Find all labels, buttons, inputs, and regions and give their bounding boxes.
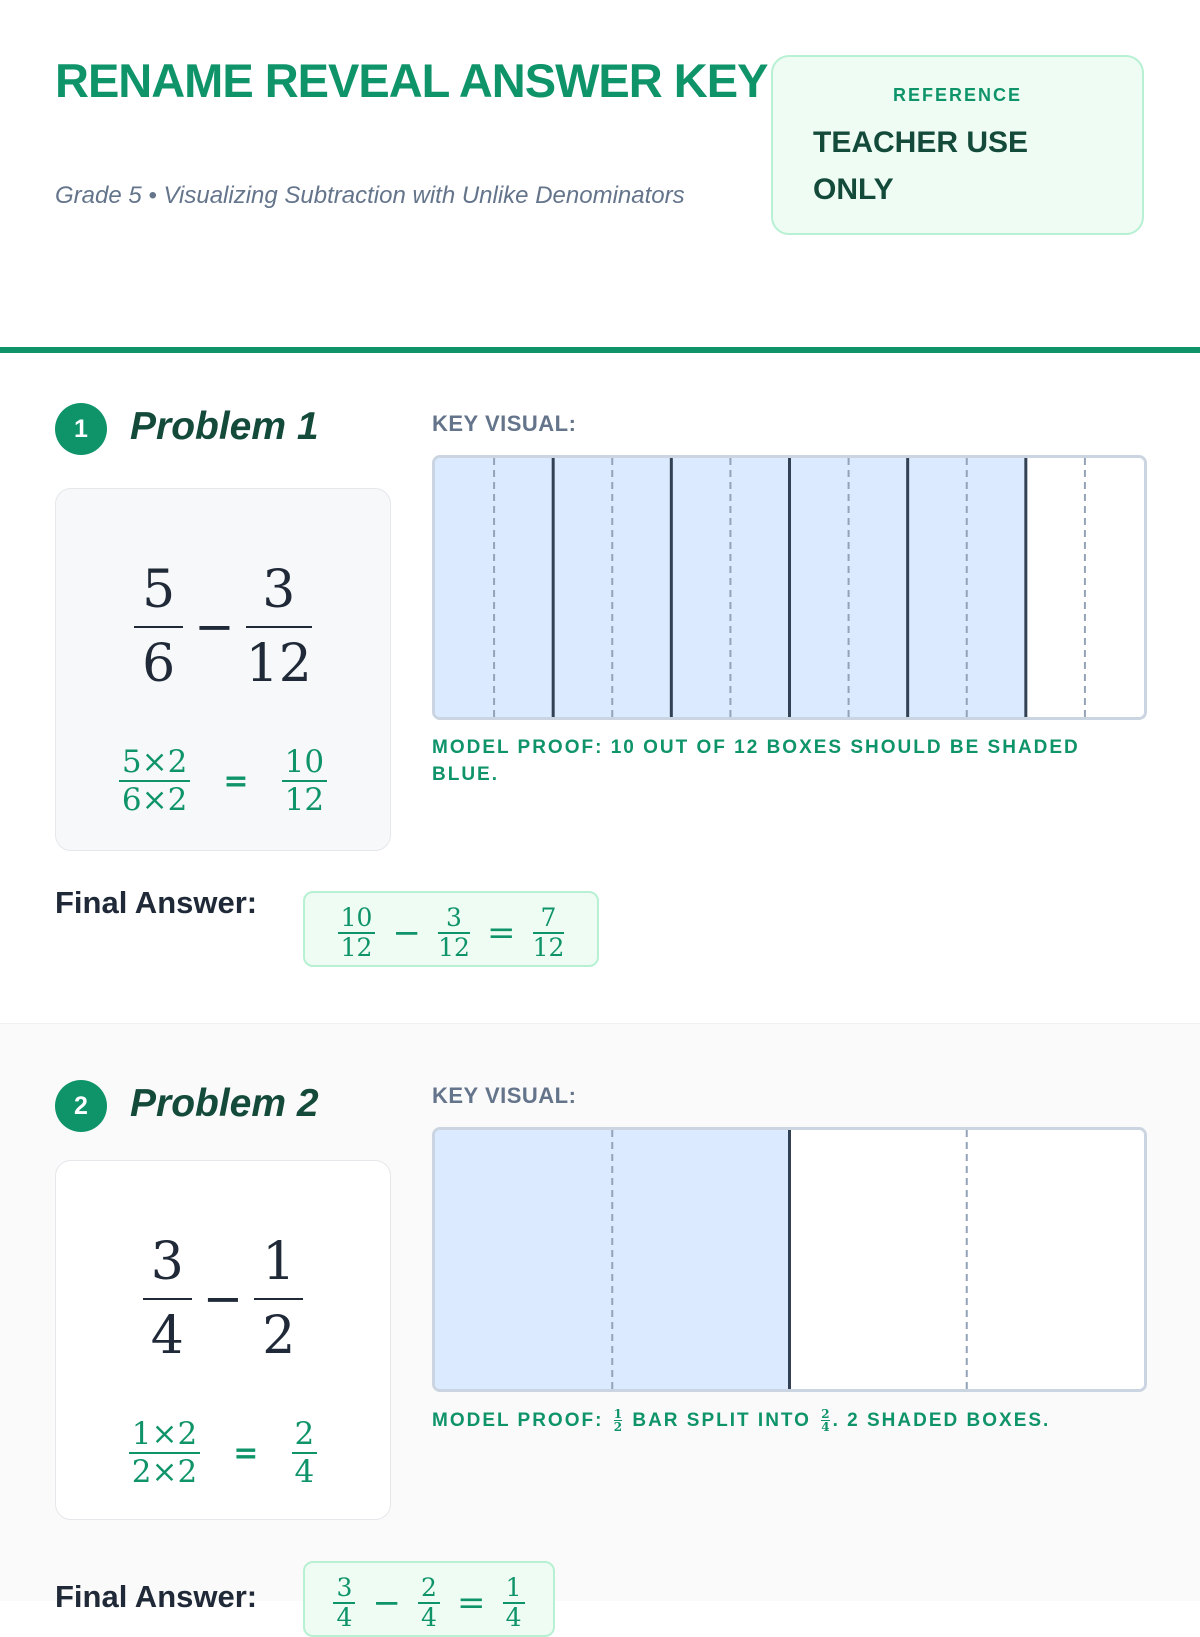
page-header (0, 0, 1200, 350)
final-answer-label: Final Answer: (55, 885, 258, 920)
problem-2-section (0, 1023, 1200, 1632)
equals-sign: = (457, 1583, 486, 1623)
unshaded-box (1085, 458, 1144, 717)
fraction-a: $\frac{5}{6}$ (134, 554, 183, 700)
key-visual-label: KEY VISUAL: (432, 411, 577, 436)
proof-fraction-two-fourths: $\frac{2}{4}$ (821, 1407, 830, 1435)
fraction-b: $\frac{1}{2}$ (254, 1226, 303, 1372)
model-proof-text: MODEL PROOF: 10 OUT OF 12 BOXES SHOULD BE SHADED BLUE. (432, 737, 1080, 785)
shaded-box (435, 458, 495, 717)
final-fraction-2: $\frac{3}{12}$ (438, 903, 470, 962)
fraction-b: $\frac{3}{12}$ (246, 554, 312, 700)
shaded-box (612, 1130, 790, 1389)
problem-title: Problem 2 (130, 1082, 319, 1125)
reference-label: REFERENCE (892, 85, 1022, 105)
equals-sign: = (233, 1435, 259, 1471)
fraction-bar-svg (435, 1130, 1144, 1389)
unshaded-box (967, 1130, 1144, 1389)
minus-sign: − (392, 913, 421, 953)
final-answer-box (303, 1561, 555, 1637)
equals-sign: = (487, 913, 516, 953)
equals-sign: = (223, 763, 249, 799)
minus-sign: − (202, 1271, 244, 1327)
final-answer-label: Final Answer: (55, 1579, 258, 1614)
minus-sign: − (372, 1583, 401, 1623)
equation-card (55, 1160, 391, 1520)
shaded-box (849, 458, 909, 717)
fraction-a: $\frac{3}{4}$ (143, 1226, 192, 1372)
fraction-bar-model (432, 455, 1147, 720)
problem-expression (56, 1226, 390, 1372)
shaded-box (671, 458, 731, 717)
rename-left: $\frac{5\times 2}{6\times 2}$ (119, 744, 190, 818)
unshaded-box (1026, 458, 1086, 717)
final-fraction-3: $\frac{1}{4}$ (503, 1574, 525, 1632)
shaded-box (494, 458, 554, 717)
problem-title: Problem 1 (130, 405, 319, 448)
rename-right: $\frac{10}{12}$ (282, 744, 327, 818)
problem-expression (56, 554, 390, 700)
final-fraction-2: $\frac{2}{4}$ (418, 1574, 440, 1632)
shaded-box (435, 1130, 613, 1389)
equation-card (55, 488, 391, 851)
fraction-bar-model (432, 1127, 1147, 1392)
model-proof-text: MODEL PROOF: $\frac{1}{2}$ BAR SPLIT INTO $\frac{2}{4}$ . 2 SHADED BOXES. (432, 1407, 1051, 1435)
problem-number-badge: 1 (55, 403, 107, 455)
minus-sign: − (194, 599, 235, 655)
final-fraction-1: $\frac{3}{4}$ (333, 1574, 355, 1632)
shaded-box (967, 458, 1027, 717)
problem-number-badge: 2 (55, 1080, 107, 1132)
rename-step (56, 744, 390, 818)
shaded-box (612, 458, 672, 717)
rename-left: $\frac{1\times 2}{2\times 2}$ (129, 1416, 200, 1490)
final-fraction-3: $\frac{7}{12}$ (532, 903, 565, 962)
final-fraction-1: $\frac{10}{12}$ (338, 904, 376, 962)
page-subtitle: Grade 5 • Visualizing Subtraction with Unlike Denominators (55, 182, 685, 209)
shaded-box (908, 458, 968, 717)
shaded-box (730, 458, 790, 717)
unshaded-box (790, 1130, 968, 1389)
reference-card (771, 55, 1144, 235)
key-visual-label: KEY VISUAL: (432, 1083, 577, 1108)
shaded-box (790, 458, 850, 717)
page-title: RENAME REVEAL ANSWER KEY (55, 54, 768, 107)
shaded-box (553, 458, 613, 717)
problem-1-section (0, 353, 1200, 1023)
rename-right: $\frac{2}{4}$ (292, 1416, 318, 1490)
final-answer-box (303, 891, 599, 967)
proof-fraction-half: $\frac{1}{2}$ (613, 1407, 623, 1435)
rename-step (56, 1416, 390, 1490)
reference-text: TEACHER USE ONLY (813, 126, 1029, 206)
fraction-bar-svg (435, 458, 1144, 717)
